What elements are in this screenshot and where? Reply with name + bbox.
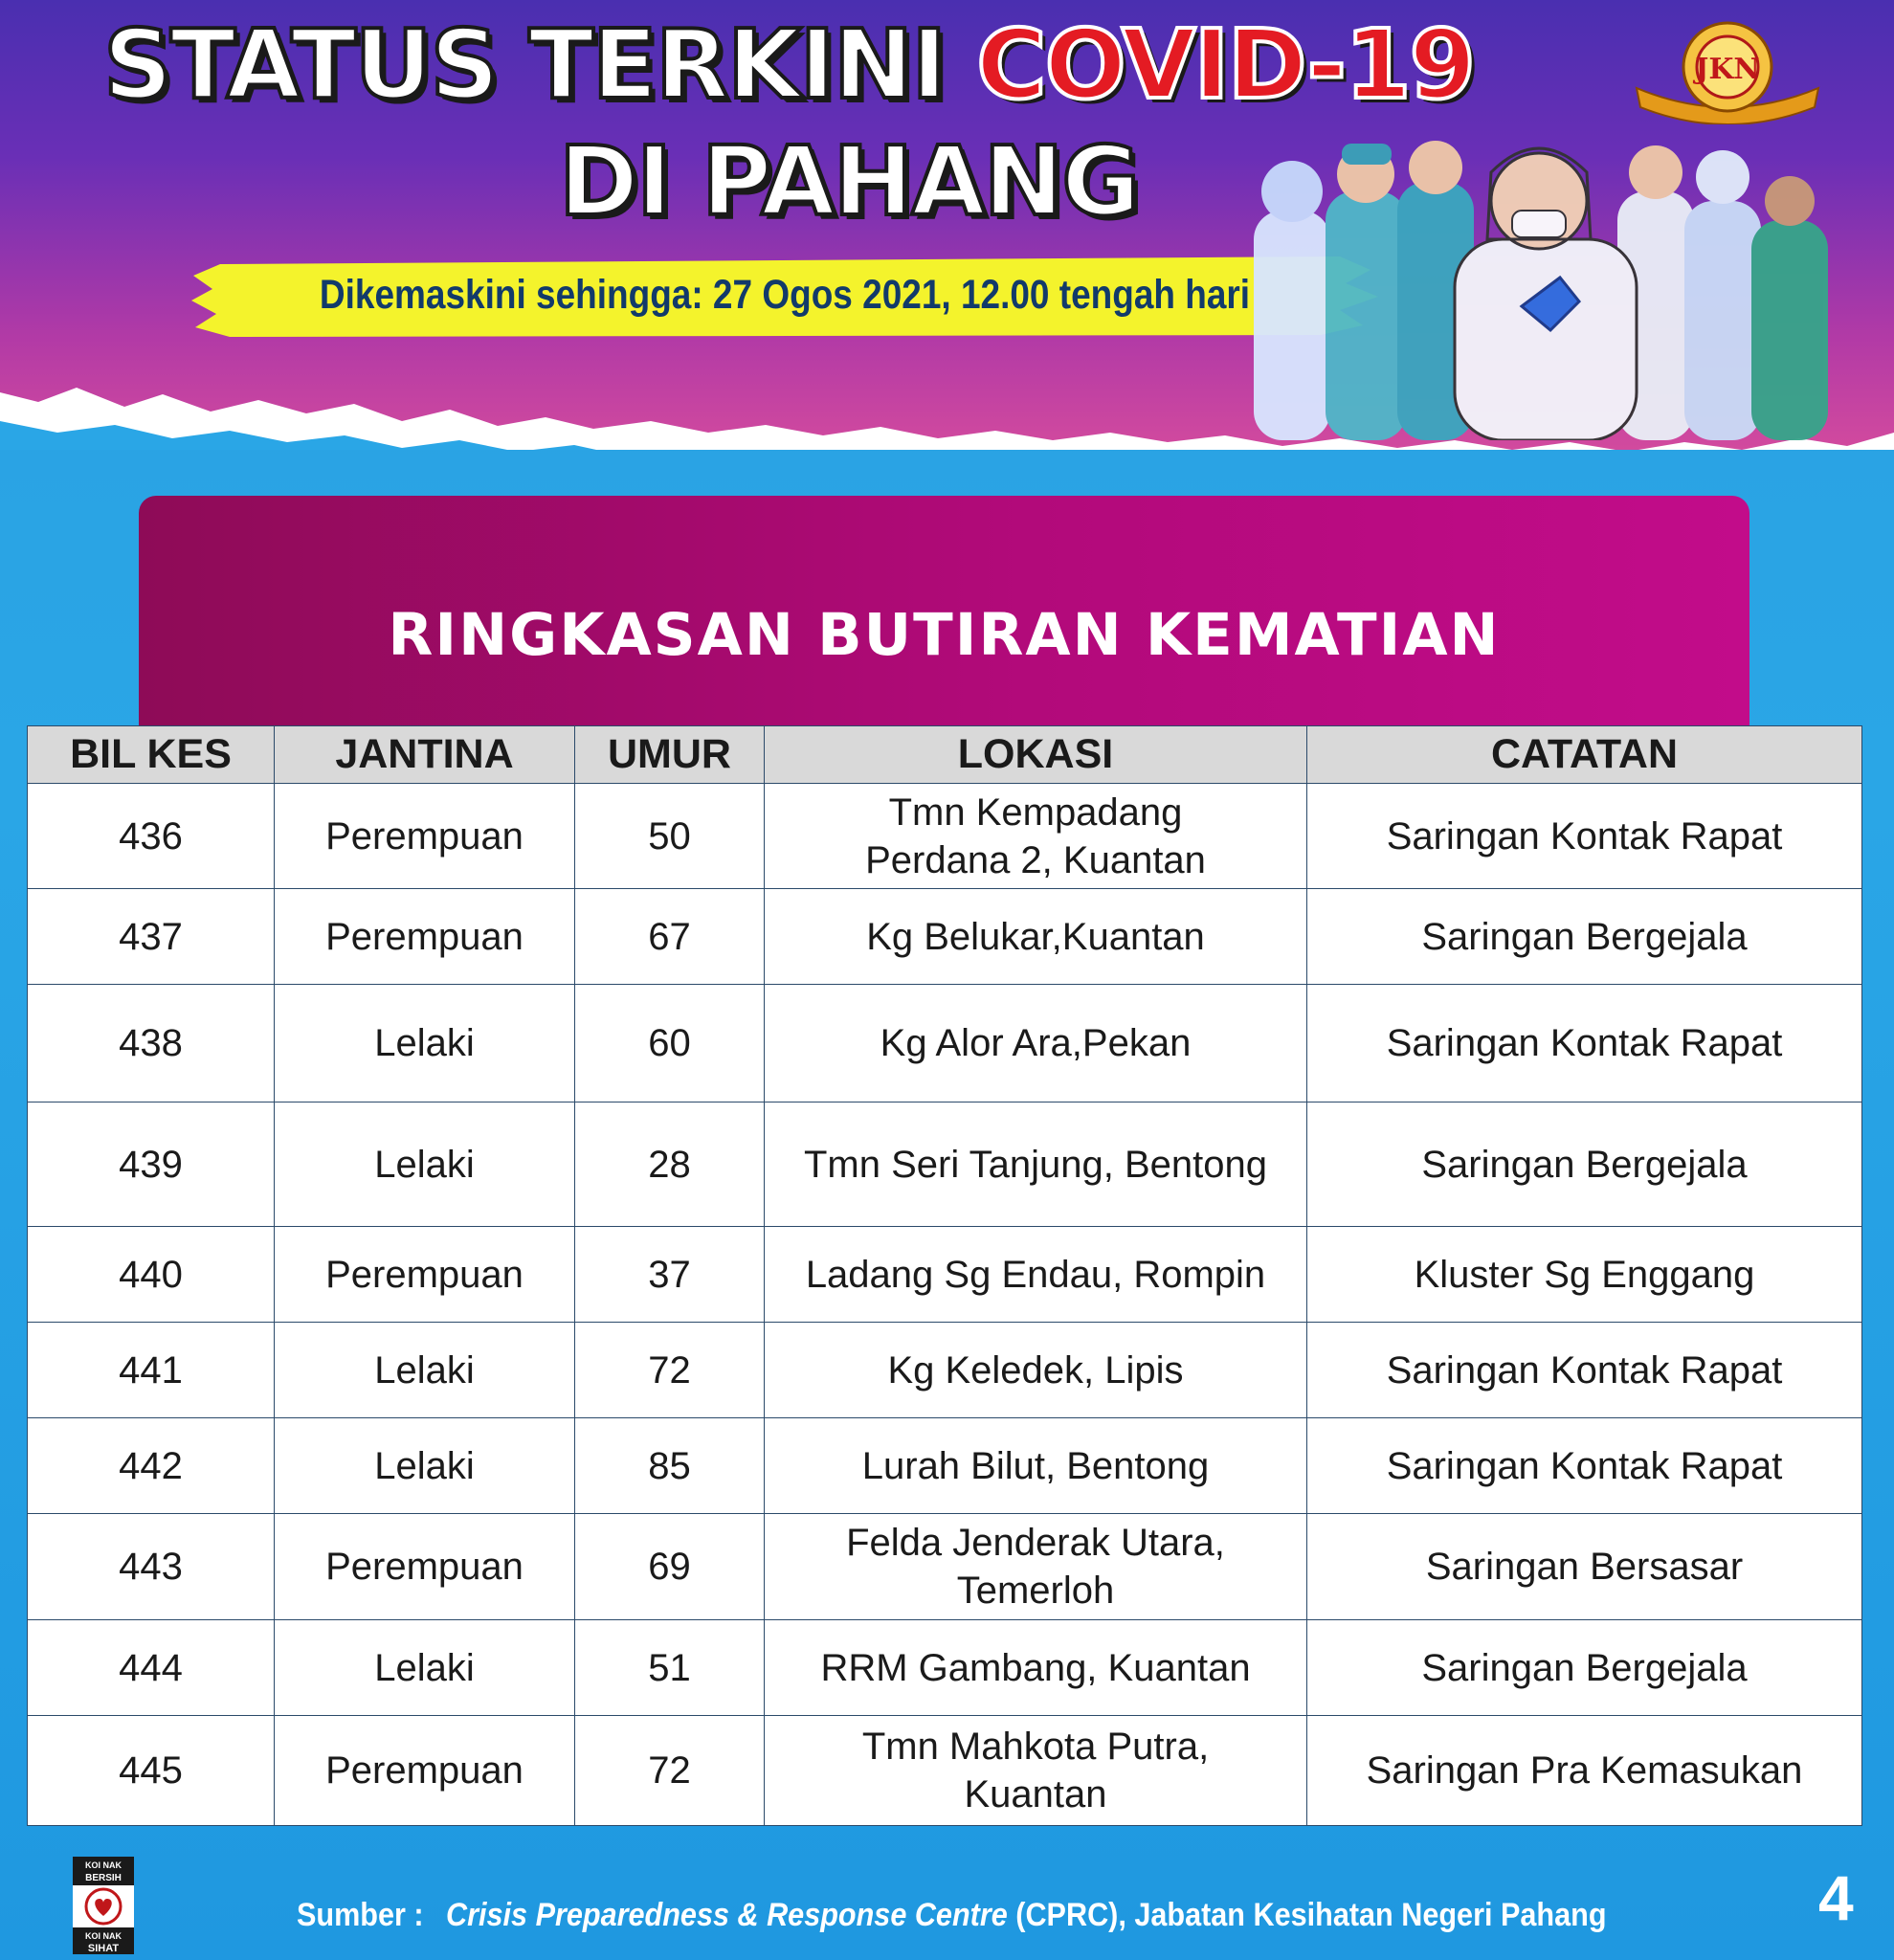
svg-text:KOI NAK: KOI NAK — [85, 1860, 122, 1870]
cell-catatan: Saringan Pra Kemasukan — [1307, 1716, 1862, 1826]
table-row — [28, 1514, 1862, 1620]
lokasi-line-2: Temerloh — [956, 1570, 1115, 1612]
lokasi-line-2: Perdana 2, Kuantan — [865, 838, 1206, 881]
cell-lokasi: Lurah Bilut, Bentong — [765, 1418, 1307, 1514]
title-status-terkini: STATUS TERKINI — [103, 9, 977, 121]
cell-bil-kes: 436 — [28, 784, 275, 889]
table-row — [28, 1716, 1862, 1826]
cell-umur: 72 — [575, 1716, 765, 1826]
cell-lokasi — [765, 1716, 1307, 1826]
cell-catatan: Saringan Kontak Rapat — [1307, 1418, 1862, 1514]
source-organization: Crisis Preparedness & Response Centre — [446, 1897, 1008, 1933]
table-row — [28, 1102, 1862, 1227]
cell-bil-kes: 445 — [28, 1716, 275, 1826]
death-details-table — [27, 725, 1862, 1826]
cell-bil-kes: 439 — [28, 1102, 275, 1227]
page-title-line-1 — [103, 9, 1475, 121]
cell-jantina: Lelaki — [275, 1102, 575, 1227]
table-header-row — [28, 726, 1862, 784]
lokasi-line-1: Tmn Mahkota Putra, — [861, 1726, 1210, 1768]
last-updated-text: Dikemaskini sehingga: 27 Ogos 2021, 12.00 tengah hari — [319, 271, 1251, 318]
table-row — [28, 1323, 1862, 1418]
cell-catatan: Saringan Bergejala — [1307, 1102, 1862, 1227]
cell-umur: 37 — [575, 1227, 765, 1323]
jkn-logo — [1627, 19, 1828, 124]
cell-lokasi: Kg Keledek, Lipis — [765, 1323, 1307, 1418]
table-row — [28, 1620, 1862, 1716]
cell-jantina: Perempuan — [275, 1716, 575, 1826]
cell-jantina: Perempuan — [275, 1227, 575, 1323]
header-catatan: CATATAN — [1307, 726, 1862, 784]
table-row — [28, 1227, 1862, 1323]
cell-catatan: Saringan Kontak Rapat — [1307, 985, 1862, 1102]
cell-umur: 85 — [575, 1418, 765, 1514]
source-organization-suffix: (CPRC), Jabatan Kesihatan Negeri Pahang — [1007, 1897, 1607, 1933]
svg-text:BERSIH: BERSIH — [85, 1873, 122, 1883]
cell-bil-kes: 441 — [28, 1323, 275, 1418]
cell-jantina: Lelaki — [275, 1418, 575, 1514]
cell-catatan: Saringan Bergejala — [1307, 889, 1862, 985]
cell-umur: 51 — [575, 1620, 765, 1716]
cell-bil-kes: 442 — [28, 1418, 275, 1514]
title-covid19: COVID-19 — [976, 9, 1475, 121]
table-card — [139, 496, 1749, 735]
source-label: Sumber : — [297, 1897, 424, 1933]
cell-lokasi: RRM Gambang, Kuantan — [765, 1620, 1307, 1716]
cell-jantina: Lelaki — [275, 1620, 575, 1716]
cell-catatan: Saringan Kontak Rapat — [1307, 784, 1862, 889]
header-umur: UMUR — [575, 726, 765, 784]
cell-jantina: Perempuan — [275, 1514, 575, 1620]
cell-bil-kes: 440 — [28, 1227, 275, 1323]
header-jantina: JANTINA — [275, 726, 575, 784]
cell-umur: 28 — [575, 1102, 765, 1227]
page-title-line-2: DI PAHANG — [559, 125, 1139, 237]
cell-jantina: Perempuan — [275, 784, 575, 889]
table-row — [28, 1418, 1862, 1514]
cell-umur: 50 — [575, 784, 765, 889]
lokasi-line-2: Kuantan — [964, 1773, 1107, 1815]
update-banner — [191, 251, 1378, 339]
cell-catatan: Saringan Kontak Rapat — [1307, 1323, 1862, 1418]
lokasi-line-1: Felda Jenderak Utara, — [846, 1522, 1225, 1564]
cell-jantina: Perempuan — [275, 889, 575, 985]
svg-text:KOI NAK: KOI NAK — [85, 1931, 122, 1941]
cell-lokasi — [765, 784, 1307, 889]
cell-lokasi: Ladang Sg Endau, Rompin — [765, 1227, 1307, 1323]
table-title: RINGKASAN BUTIRAN KEMATIAN — [388, 601, 1501, 669]
cell-catatan: Saringan Bersasar — [1307, 1514, 1862, 1620]
svg-text:SIHAT: SIHAT — [87, 1943, 120, 1954]
cell-jantina: Lelaki — [275, 985, 575, 1102]
cell-bil-kes: 444 — [28, 1620, 275, 1716]
cell-lokasi: Tmn Seri Tanjung, Bentong — [765, 1102, 1307, 1227]
cell-catatan: Kluster Sg Enggang — [1307, 1227, 1862, 1323]
cell-lokasi: Kg Alor Ara,Pekan — [765, 985, 1307, 1102]
cell-lokasi — [765, 1514, 1307, 1620]
cell-umur: 72 — [575, 1323, 765, 1418]
lokasi-line-1: Tmn Kempadang — [888, 791, 1183, 834]
table-row — [28, 889, 1862, 985]
table-row — [28, 784, 1862, 889]
healthcare-workers-illustration — [1235, 134, 1838, 440]
cell-lokasi: Kg Belukar,Kuantan — [765, 889, 1307, 985]
cell-umur: 60 — [575, 985, 765, 1102]
cell-bil-kes: 437 — [28, 889, 275, 985]
cell-bil-kes: 438 — [28, 985, 275, 1102]
source-credit — [297, 1897, 1607, 1934]
cell-umur: 69 — [575, 1514, 765, 1620]
header-banner — [0, 0, 1894, 450]
cell-catatan: Saringan Bergejala — [1307, 1620, 1862, 1716]
cell-jantina: Lelaki — [275, 1323, 575, 1418]
jkn-logo-text: JKN — [1695, 53, 1760, 86]
table-row — [28, 985, 1862, 1102]
header-lokasi: LOKASI — [765, 726, 1307, 784]
cell-umur: 67 — [575, 889, 765, 985]
header-bil-kes: BIL KES — [28, 726, 275, 784]
page-number: 4 — [1818, 1862, 1854, 1933]
koi-nak-sihat-badge — [73, 1857, 134, 1954]
cell-bil-kes: 443 — [28, 1514, 275, 1620]
